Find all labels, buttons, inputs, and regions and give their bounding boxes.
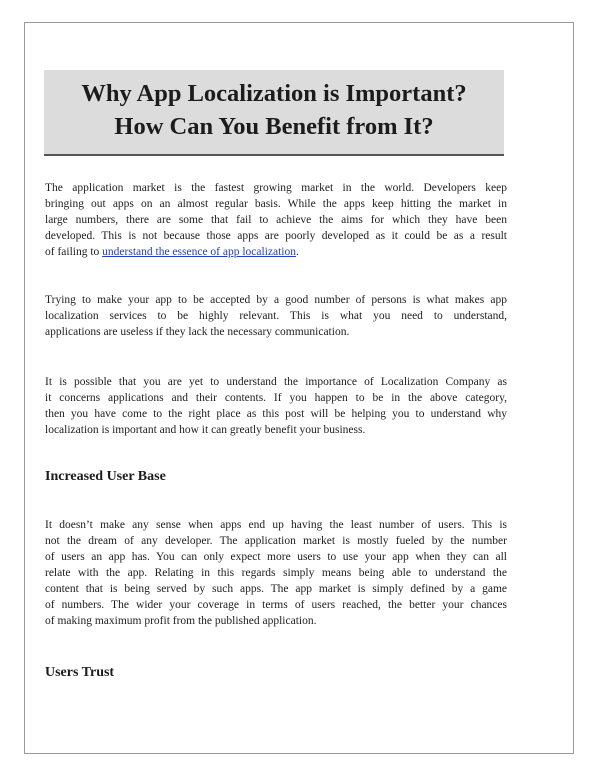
section-heading-users-trust: Users Trust [45, 665, 115, 680]
paragraph-line: It is possible that you are yet to understand the importance of Localization Company as [45, 376, 507, 388]
paragraph-line: It doesn’t make any sense when apps end up having the least number of users. This is [45, 519, 507, 531]
paragraph-importance [45, 374, 507, 438]
paragraph-line: The application market is the fastest growing market in the world. Developers keep [45, 182, 507, 194]
title-banner [44, 70, 504, 156]
paragraph-acceptance [45, 292, 507, 340]
paragraph-line: localization services to be highly relevant. This is what you need to understand, [45, 310, 507, 322]
paragraph-line: content that is being served by such apps. The app market is simply defined by a game [45, 583, 507, 595]
section-heading-increased-user-base: Increased User Base [45, 469, 166, 484]
paragraph-line: developed. This is not because those apps are poorly developed as it could be as a result [45, 230, 507, 242]
link-prefix: of failing to [45, 246, 103, 258]
paragraph-line: relate with the app. Relating in this regards simply means being able to understand the [45, 567, 507, 579]
paragraph-line: of users an app has. You can only expect more users to use your app when they can all [45, 551, 507, 563]
paragraph-user-base [45, 517, 507, 629]
title-line-1: Why App Localization is Important? [81, 80, 467, 107]
paragraph-line: then you have come to the right place as this post will be helping you to understand why [45, 408, 507, 420]
paragraph-line: it concerns applications and their contents. If you happen to be in the above category, [45, 392, 507, 404]
paragraph-line: not the dream of any developer. The application market is mostly fueled by the number [45, 535, 507, 547]
paragraph-line: of numbers. The wider your coverage in terms of users reached, the better your chances [45, 599, 507, 611]
paragraph-intro [45, 180, 507, 260]
paragraph-line: of making maximum profit from the published application. [45, 615, 317, 627]
paragraph-line: bringing out apps on an almost regular basis. While the apps keep hitting the market in [45, 198, 507, 210]
paragraph-line: localization is important and how it can greatly benefit your business. [45, 424, 366, 436]
localization-essence-link[interactable]: understand the essence of app localization [102, 246, 296, 258]
paragraph-line: Trying to make your app to be accepted by a good number of persons is what makes app [45, 294, 507, 306]
paragraph-line: large numbers, there are some that fail to achieve the aims for which they have been [45, 214, 507, 226]
paragraph-line-with-link [45, 244, 507, 260]
title-line-2: How Can You Benefit from It? [114, 113, 434, 140]
link-suffix: . [296, 246, 299, 258]
paragraph-line: applications are useless if they lack the necessary communication. [45, 326, 350, 338]
